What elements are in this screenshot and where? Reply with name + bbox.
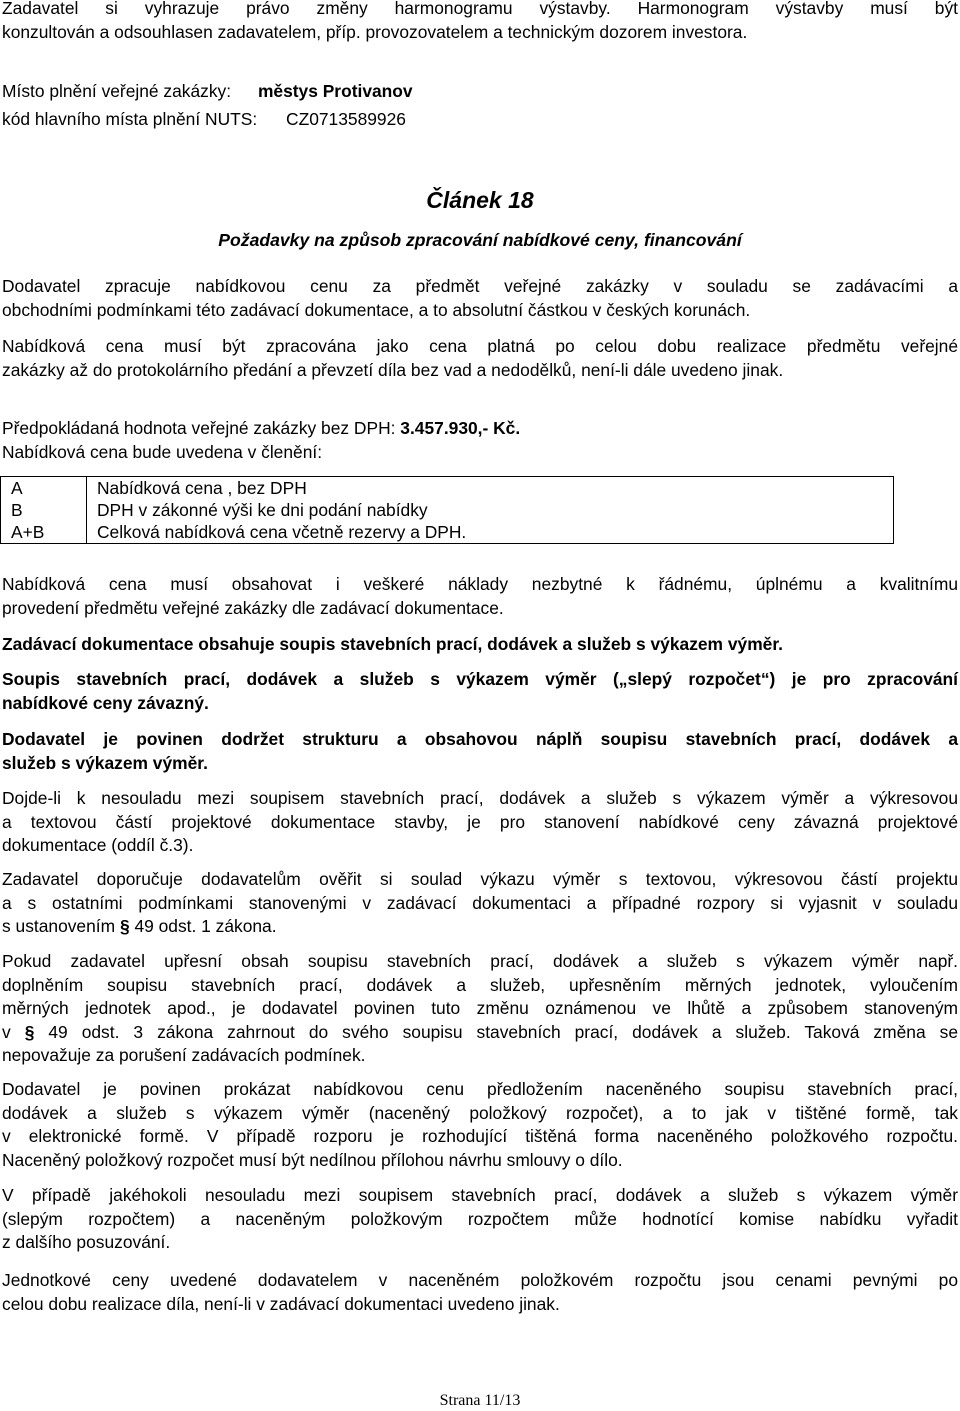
- paragraph-11-line-1: Pokud zadavatel upřesní obsah soupisu stavebních prací, dodávek a služeb s výkazem výměr např.: [2, 951, 958, 971]
- article-title: Článek 18: [426, 187, 534, 213]
- paragraph-11-line-5: nepovažuje za porušení zadávacích podmínek.: [2, 1045, 366, 1065]
- page-number: Strana 11/13: [439, 1392, 521, 1409]
- table-row: [1, 499, 894, 521]
- section-sign: §: [119, 916, 130, 936]
- paragraph-11-line-2: doplněním soupisu stavebních prací, dodávek a služeb, upřesněním měrných jednotek, vyloučením: [2, 974, 958, 995]
- table-row: [1, 521, 894, 544]
- paragraph-14-line-1: Jednotkové ceny uvedené dodavatelem v naceněném položkovém rozpočtu jsou cenami pevnými po: [2, 1270, 958, 1290]
- text-span: v: [2, 1021, 25, 1042]
- paragraph-10: [2, 868, 958, 939]
- paragraph-13: [2, 1184, 958, 1255]
- estimated-value-amount: 3.457.930,- Kč.: [400, 418, 521, 438]
- paragraph-5: [2, 573, 958, 620]
- paragraph-5-line-2: provedení předmětu veřejné zakázky dle zadávací dokumentace.: [2, 597, 504, 618]
- place-label: Místo plnění veřejné zakázky:: [2, 81, 232, 101]
- article-subtitle: Požadavky na způsob zpracování nabídkové ceny, financování: [218, 230, 742, 250]
- intro-paragraph: [2, 0, 958, 44]
- paragraph-9-line-1: Dojde-li k nesouladu mezi soupisem stavebních prací, dodávek a služeb s výkazem výměr a výkresovou: [2, 788, 958, 808]
- paragraph-11: [2, 950, 958, 1068]
- paragraph-10-line-2: a s ostatními podmínkami stanovenými v zadávací dokumentaci a případné rozpory si vyjasnit v souladu: [2, 892, 958, 913]
- paragraph-12-line-4: Naceněný položkový rozpočet musí být nedílnou přílohou návrhu smlouvy o dílo.: [2, 1149, 623, 1170]
- paragraph-1-line-2: obchodními podmínkami této zadávací dokumentace, a to absolutní částkou v českých korunách.: [2, 299, 751, 320]
- paragraph-5-line-1: Nabídková cena musí obsahovat i veškeré náklady nezbytné k řádnému, úplnému a kvalitnímu: [2, 574, 958, 594]
- estimated-value: [2, 417, 958, 441]
- paragraph-10-line-3: [2, 915, 958, 939]
- paragraph-13-line-2: (slepým rozpočtem) a naceněným položkovým rozpočtem může hodnotící komise nabídku vyřadit: [2, 1208, 958, 1229]
- paragraph-12-line-1: Dodavatel je povinen prokázat nabídkovou cenu předložením naceněného soupisu stavebních prací,: [2, 1079, 958, 1099]
- nuts-row: [2, 108, 406, 131]
- paragraph-14: [2, 1269, 958, 1316]
- paragraph-2: [2, 335, 958, 382]
- place-value: městys Protivanov: [257, 81, 413, 101]
- paragraph-2-line-1: Nabídková cena musí být zpracována jako cena platná po celou dobu realizace předmětu veřejné: [2, 336, 958, 356]
- intro-line-2: konzultován a odsouhlasen zadavatelem, příp. provozovatelem a technickým dozorem investora.: [2, 21, 748, 42]
- paragraph-6: Zadávací dokumentace obsahuje soupis stavebních prací, dodávek a služeb s výkazem výměr.: [2, 634, 783, 654]
- paragraph-9-line-3: dokumentace (oddíl č.3).: [2, 835, 194, 855]
- paragraph-9-line-2: a textovou částí projektové dokumentace stavby, je pro stanovení nabídkové ceny závazná projektové: [2, 811, 958, 832]
- paragraph-13-line-3: z dalšího posuzování.: [2, 1232, 171, 1252]
- table-cell-key: A+B: [1, 521, 87, 544]
- estimated-value-label: Předpokládaná hodnota veřejné zakázky bez DPH:: [2, 418, 401, 438]
- paragraph-12-line-2: dodávek a služeb s výkazem výměr (naceněný položkový rozpočet), a to jak v tištěné formě, tak: [2, 1102, 958, 1123]
- price-breakdown-table: [0, 476, 894, 544]
- section-sign: §: [24, 1021, 35, 1042]
- text-span: 49 odst. 3 zákona zahrnout do svého soupisu stavebních prací, dodávek a služeb. Taková změna se: [34, 1021, 958, 1042]
- paragraph-11-line-3: měrných jednotek apod., je dodavatel povinen tuto změnu oznámenou ve lhůtě a způsobem stanoveným: [2, 998, 958, 1018]
- paragraph-1: [2, 275, 958, 322]
- paragraph-12: [2, 1078, 958, 1172]
- paragraph-7: [2, 668, 958, 715]
- text-span: 49 odst. 1 zákona.: [129, 916, 277, 936]
- paragraph-7-line-1: Soupis stavebních prací, dodávek a služeb s výkazem výměr („slepý rozpočet“) je pro zpracování: [2, 669, 958, 689]
- table-cell-desc: Nabídková cena , bez DPH: [87, 477, 894, 500]
- place-row: [2, 80, 413, 103]
- intro-line-1: Zadavatel si vyhrazuje právo změny harmonogramu výstavby. Harmonogram výstavby musí být: [2, 0, 958, 18]
- table-row: [1, 477, 894, 500]
- table-cell-desc: Celková nabídková cena včetně rezervy a DPH.: [87, 521, 894, 544]
- breakdown-intro: Nabídková cena bude uvedena v členění:: [2, 442, 323, 462]
- paragraph-10-line-1: Zadavatel doporučuje dodavatelům ověřit si soulad výkazu výměr s textovou, výkresovou částí projektu: [2, 869, 958, 889]
- paragraph-1-line-1: Dodavatel zpracuje nabídkovou cenu za předmět veřejné zakázky v souladu se zadávacími a: [2, 276, 958, 296]
- table-cell-key: B: [1, 499, 87, 521]
- paragraph-9: [2, 787, 958, 858]
- nuts-label: kód hlavního místa plnění NUTS:: [2, 109, 258, 129]
- table-cell-desc: DPH v zákonné výši ke dni podání nabídky: [87, 499, 894, 521]
- paragraph-11-line-4: [2, 1021, 958, 1045]
- paragraph-8-line-1: Dodavatel je povinen dodržet strukturu a obsahovou náplň soupisu stavebních prací, dodávek a: [2, 729, 958, 749]
- text-span: s ustanovením: [2, 916, 120, 936]
- table-cell-key: A: [1, 477, 87, 500]
- nuts-value: CZ0713589926: [286, 109, 406, 129]
- paragraph-8-line-2: služeb s výkazem výměr.: [2, 752, 208, 773]
- paragraph-7-line-2: nabídkové ceny závazný.: [2, 692, 209, 713]
- paragraph-14-line-2: celou dobu realizace díla, není-li v zadávací dokumentaci uvedeno jinak.: [2, 1293, 560, 1314]
- paragraph-2-line-2: zakázky až do protokolárního předání a převzetí díla bez vad a nedodělků, není-li dále uvedeno jinak.: [2, 359, 784, 380]
- paragraph-8: [2, 728, 958, 775]
- paragraph-13-line-1: V případě jakéhokoli nesouladu mezi soupisem stavebních prací, dodávek a služeb s výkazem výměr: [2, 1185, 958, 1205]
- paragraph-12-line-3: v elektronické formě. V případě rozporu je rozhodující tištěná forma naceněného položkového rozpočtu.: [2, 1126, 958, 1146]
